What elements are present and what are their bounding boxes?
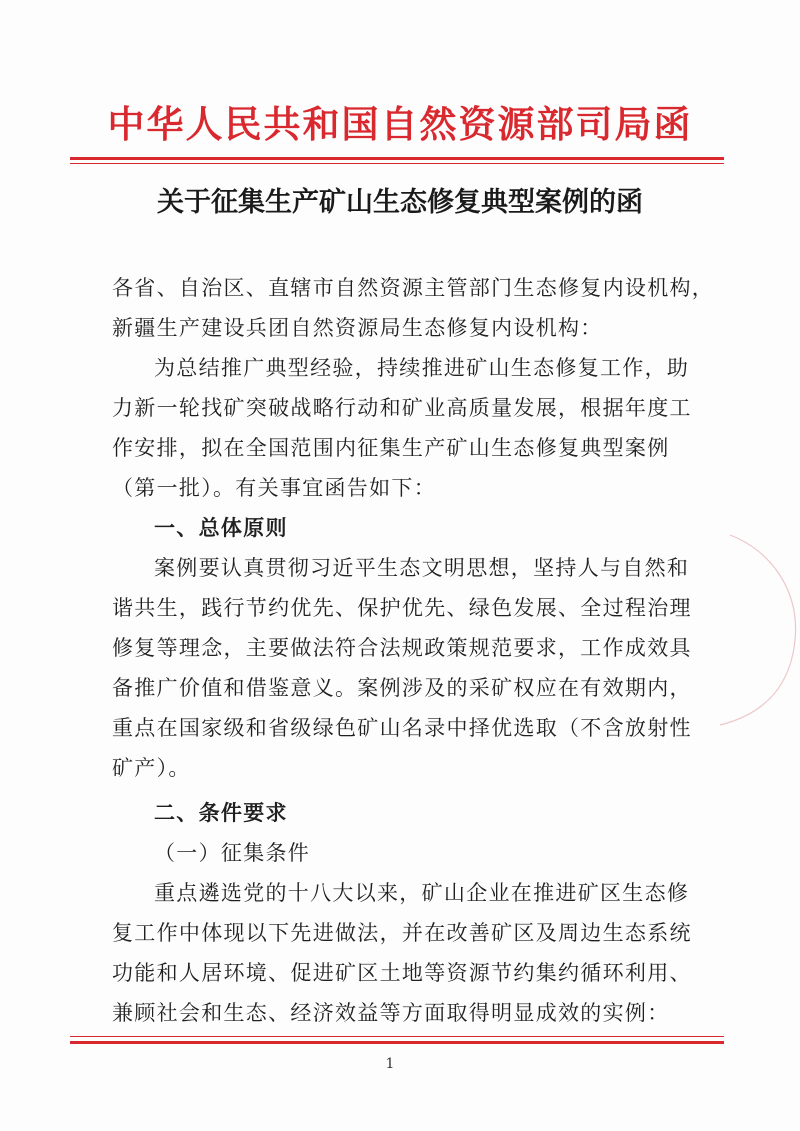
intro-line: 作安排，拟在全国范围内征集生产矿山生态修复典型案例 xyxy=(112,436,670,460)
body-line: 重点在国家级和省级绿色矿山名录中择优选取（不含放射性 xyxy=(112,716,692,740)
body-line: 功能和人居环境、促进矿区土地等资源节约集约循环利用、 xyxy=(112,961,692,985)
subsection-heading: （一）征集条件 xyxy=(154,841,311,865)
document-title: 关于征集生产矿山生态修复典型案例的函 xyxy=(157,187,643,218)
addressee-line: 新疆生产建设兵团自然资源局生态修复内设机构： xyxy=(112,316,603,340)
body-line: 修复等理念，主要做法符合法规政策规范要求，工作成效具 xyxy=(112,636,692,660)
section-heading: 二、条件要求 xyxy=(154,801,288,825)
body-line: 备推广价值和借鉴意义。案例涉及的采矿权应在有效期内， xyxy=(112,676,692,700)
addressee-line: 各省、自治区、直辖市自然资源主管部门生态修复内设机构， xyxy=(112,276,715,300)
footer-red-rule-thin xyxy=(70,1036,724,1037)
page-number: 1 xyxy=(385,1056,395,1072)
intro-line: （第一批）。有关事宜函告如下： xyxy=(112,476,436,500)
intro-line: 为总结推广典型经验，持续推进矿山生态修复工作，助 xyxy=(154,356,690,380)
body-line: 兼顾社会和生态、经济效益等方面取得明显成效的实例： xyxy=(112,1001,670,1025)
body-line: 矿产）。 xyxy=(112,756,191,780)
body-line: 案例要认真贯彻习近平生态文明思想，坚持人与自然和 xyxy=(154,556,690,580)
seal-stamp-edge xyxy=(700,530,800,730)
body-line: 重点遴选党的十八大以来，矿山企业在推进矿区生态修 xyxy=(154,881,690,905)
issuer-header: 中华人民共和国自然资源部司局函 xyxy=(107,102,693,146)
footer-red-rule xyxy=(70,1041,724,1044)
intro-line: 力新一轮找矿突破战略行动和矿业高质量发展，根据年度工 xyxy=(112,396,692,420)
section-heading: 一、总体原则 xyxy=(154,516,288,540)
header-red-rule-thin xyxy=(70,163,724,164)
header-red-rule xyxy=(70,157,724,160)
body-line: 谐共生，践行节约优先、保护优先、绿色发展、全过程治理 xyxy=(112,596,692,620)
body-line: 复工作中体现以下先进做法，并在改善矿区及周边生态系统 xyxy=(112,921,692,945)
